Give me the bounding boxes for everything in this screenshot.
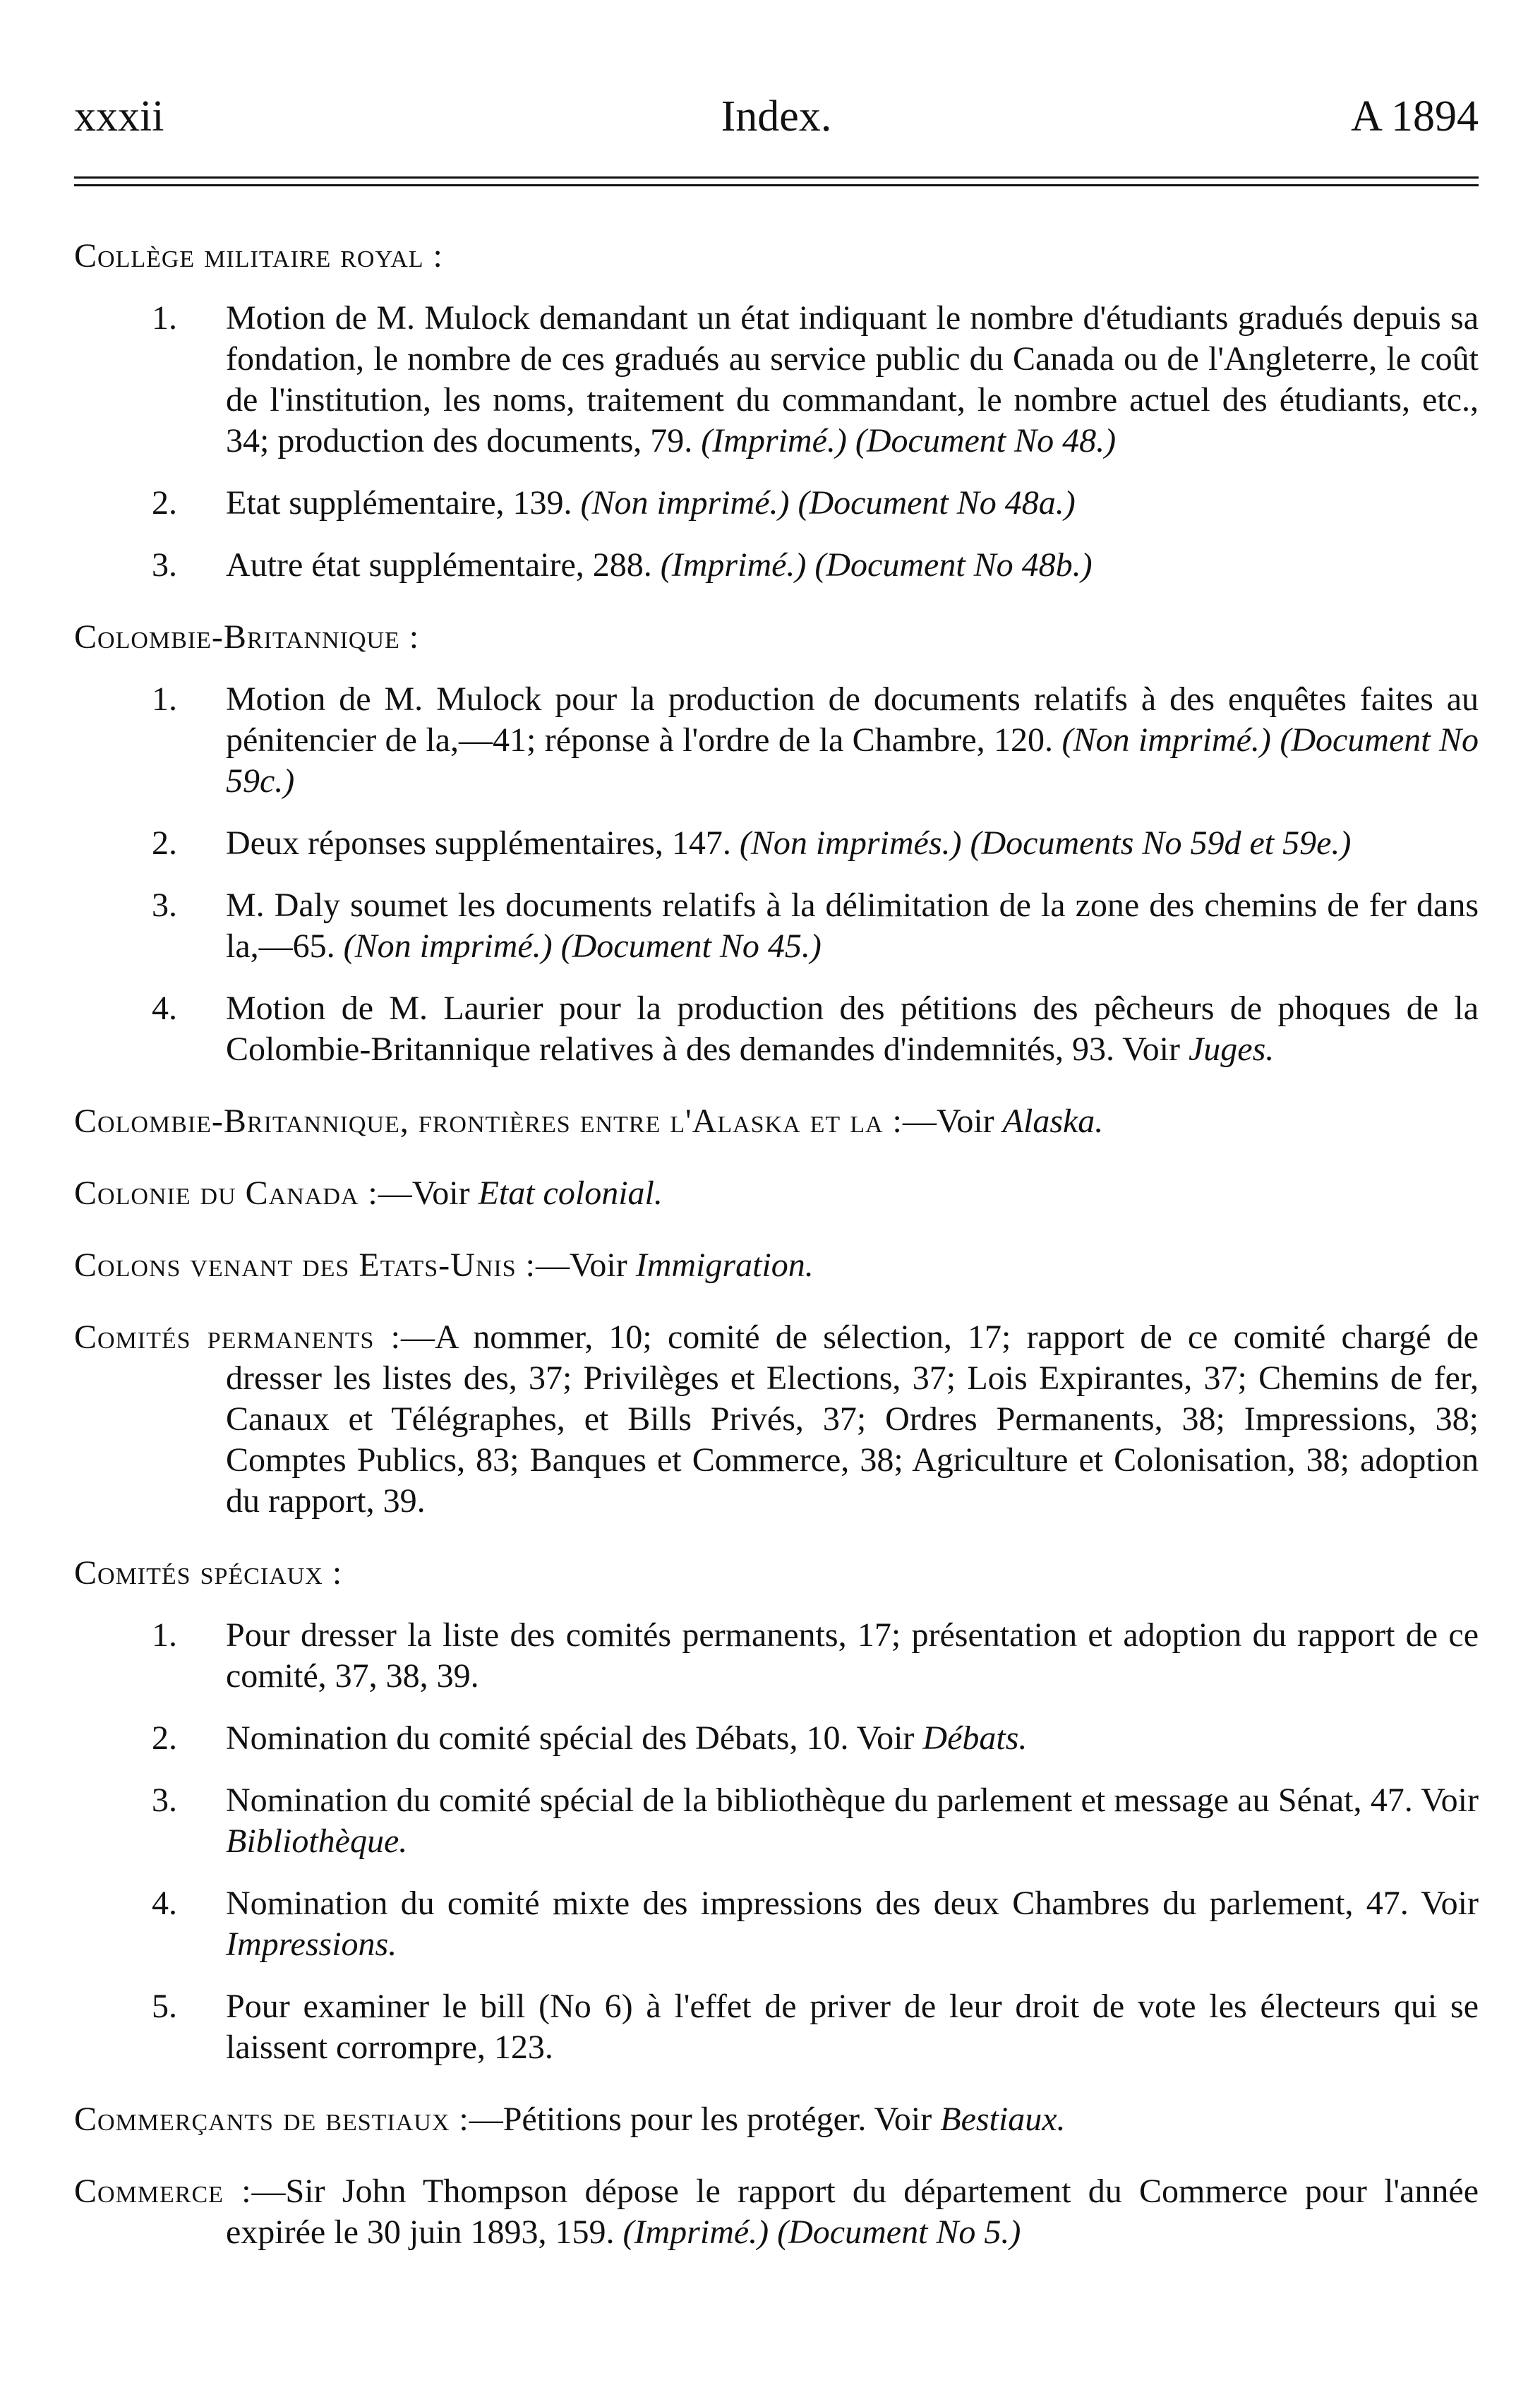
entry-item — [74, 298, 1479, 462]
entry-items — [74, 679, 1479, 1070]
entry-cross-reference: Alaska. — [1002, 1103, 1104, 1140]
header-rule-double — [74, 184, 1479, 186]
entry-heading: Collège militaire royal : — [74, 237, 443, 275]
item-text: Pour examiner le bill (No 6) à l'effet de priver de leur droit de vote les électeurs qui se laissent corrompre, 123. — [226, 1988, 1479, 2066]
entry-items — [74, 298, 1479, 586]
item-text: M. Daly soumet les documents relatifs à la délimitation de la zone des chemins de fer dans la,—65. — [226, 887, 1479, 965]
page-series: A 1894 — [1351, 92, 1479, 140]
item-status: (Non imprimé.) — [1061, 721, 1271, 759]
index-entry — [74, 2099, 1479, 2140]
item-number: 1. — [152, 1616, 177, 1654]
item-document: (Document No 45.) — [560, 927, 822, 965]
index-entry — [74, 236, 1479, 586]
item-number: 1. — [152, 680, 177, 718]
item-number: 4. — [152, 990, 177, 1027]
item-text: Deux réponses supplémentaires, 147. — [226, 824, 740, 862]
entry-item — [74, 1615, 1479, 1697]
item-status: (Non imprimés.) — [739, 824, 962, 862]
index-entry — [74, 1317, 1479, 1522]
entry-status: (Imprimé.) — [622, 2213, 769, 2251]
item-cross-reference: Débats. — [922, 1719, 1028, 1757]
index-entry — [74, 1173, 1479, 1214]
item-text: Motion de M. Mulock demandant un état indiquant le nombre d'étudiants gradués depuis sa fondation, le nombre de ces gradués au service public du Canada ou de l'Angleterre, le coût de l'institution, les noms, traitement du commandant, le nombre actuel des étudiants, etc., 34; production des documents, 79. — [226, 299, 1479, 459]
entry-items — [74, 1615, 1479, 2068]
index-entry — [74, 2171, 1479, 2253]
item-cross-reference: Juges. — [1188, 1031, 1275, 1068]
entry-text: —Sir John Thompson dépose le rapport du département du Commerce pour l'année expirée le 30 juin 1893, 159. — [226, 2173, 1479, 2251]
item-text: Nomination du comité spécial des Débats, 10. Voir — [226, 1719, 923, 1757]
item-text: Motion de M. Mulock pour la production de documents relatifs à des enquêtes faites au pénitencier de la,—41; réponse à l'ordre de la Chambre, 120. — [226, 680, 1479, 759]
entry-heading: Commerce : — [74, 2173, 252, 2210]
entry-text: —A nommer, 10; comité de sélection, 17; rapport de ce comité chargé de dresser les listes des, 37; Privilèges et Elections, 37; Lois Expirantes, 37; Chemins de fer, Canaux et Télégraphes, et Bills Privés, 37; Ordres Permanents, 38; Impressions, 38; Comptes Publics, 83; Banques et Commerce, 38; Agriculture et Colonisation, 38; adoption du rapport, 39. — [226, 1318, 1479, 1520]
entry-item — [74, 1986, 1479, 2068]
entry-item — [74, 1883, 1479, 1965]
entry-item — [74, 1780, 1479, 1862]
item-text: Autre état supplémentaire, 288. — [226, 546, 661, 584]
item-document: (Document No 59c.) — [226, 721, 1479, 800]
item-number: 1. — [152, 299, 177, 337]
entry-text: —Pétitions pour les protéger. Voir — [469, 2101, 941, 2138]
entry-text: —Voir — [535, 1246, 636, 1284]
item-cross-reference: Impressions. — [226, 1926, 397, 1963]
item-number: 4. — [152, 1885, 177, 1922]
item-number: 5. — [152, 1988, 177, 2025]
entry-heading: Colonie du Canada : — [74, 1175, 378, 1212]
header-rule — [74, 176, 1479, 179]
entry-heading: Comités spéciaux : — [74, 1554, 343, 1592]
entry-heading: Colombie-Britannique, frontières entre l'Alaska et la : — [74, 1103, 903, 1140]
item-number: 3. — [152, 546, 177, 584]
entry-item — [74, 1718, 1479, 1759]
index-entry — [74, 1245, 1479, 1286]
entry-cross-reference: Etat colonial. — [478, 1175, 663, 1212]
item-number: 2. — [152, 824, 177, 862]
index-content — [74, 236, 1479, 2253]
entry-item — [74, 988, 1479, 1070]
page-number: xxxii — [74, 92, 164, 140]
entry-item — [74, 885, 1479, 967]
item-text: Etat supplémentaire, 139. — [226, 484, 581, 522]
item-document: (Document No 48a.) — [798, 484, 1076, 522]
entry-cross-reference: Bestiaux. — [940, 2101, 1066, 2138]
item-text: Pour dresser la liste des comités permanents, 17; présentation et adoption du rapport de ce comité, 37, 38, 39. — [226, 1616, 1479, 1695]
entry-item — [74, 545, 1479, 586]
item-text: Motion de M. Laurier pour la production des pétitions des pêcheurs de phoques de la Colombie-Britannique relatives à des demandes d'indemnités, 93. Voir — [226, 990, 1479, 1068]
item-number: 3. — [152, 887, 177, 924]
entry-heading: Colons venant des Etats-Unis : — [74, 1246, 536, 1284]
item-number: 3. — [152, 1782, 177, 1819]
item-document: (Documents No 59d et 59e.) — [970, 824, 1352, 862]
index-entry — [74, 1101, 1479, 1142]
index-entry — [74, 1553, 1479, 2068]
item-status: (Non imprimé.) — [343, 927, 553, 965]
item-cross-reference: Bibliothèque. — [226, 1822, 408, 1860]
entry-item — [74, 679, 1479, 802]
item-number: 2. — [152, 1719, 177, 1757]
page-header — [74, 85, 1479, 148]
entry-item — [74, 823, 1479, 864]
page-title: Index. — [721, 92, 832, 140]
index-page — [74, 85, 1479, 2284]
entry-heading: Colombie-Britannique : — [74, 618, 420, 656]
entry-text: —Voir — [378, 1175, 479, 1212]
entry-heading: Commerçants de bestiaux : — [74, 2101, 469, 2138]
item-text: Nomination du comité mixte des impressions des deux Chambres du parlement, 47. Voir — [226, 1885, 1479, 1922]
item-text: Nomination du comité spécial de la bibliothèque du parlement et message au Sénat, 47. Voir — [226, 1782, 1479, 1819]
item-document: (Document No 48.) — [855, 422, 1117, 459]
entry-item — [74, 483, 1479, 524]
item-status: (Imprimé.) — [660, 546, 807, 584]
item-status: (Non imprimé.) — [580, 484, 790, 522]
item-document: (Document No 48b.) — [814, 546, 1093, 584]
item-number: 2. — [152, 484, 177, 522]
item-status: (Imprimé.) — [701, 422, 847, 459]
index-entry — [74, 617, 1479, 1070]
entry-document: (Document No 5.) — [777, 2213, 1021, 2251]
entry-heading: Comités permanents : — [74, 1318, 401, 1356]
entry-cross-reference: Immigration. — [635, 1246, 814, 1284]
entry-text: —Voir — [902, 1103, 1003, 1140]
